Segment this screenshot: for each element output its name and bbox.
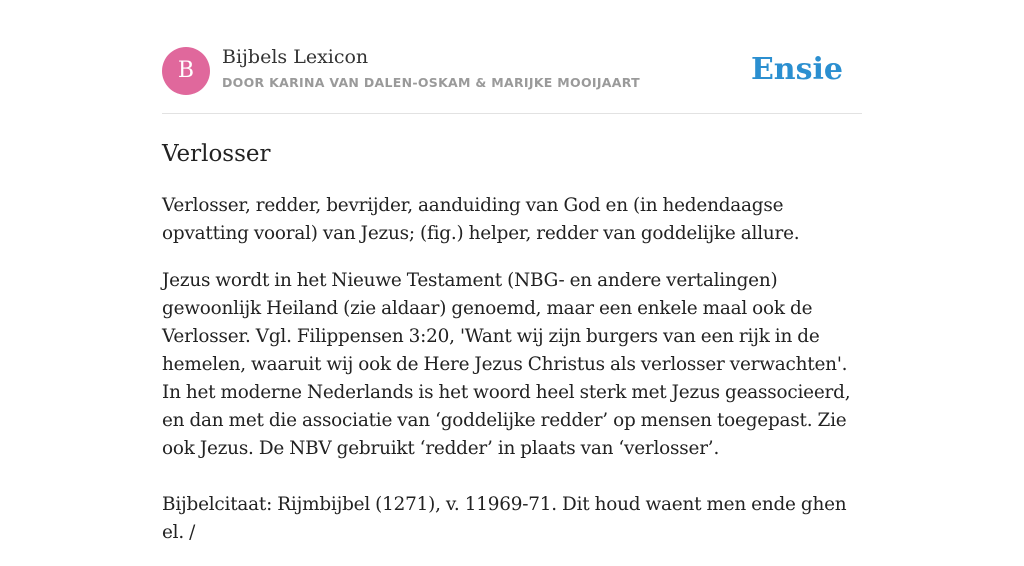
entry-paragraph-citation: Bijbelcitaat: Rijmbijbel (1271), v. 11969-71. Dit houd waent men ende ghen el. / [162,494,847,543]
entry-paragraph-explanation: Jezus wordt in het Nieuwe Testament (NBG- en andere vertalingen) gewoonlijk Heiland (zie aldaar) genoemd, maar een enkele maal ook de Verlosser. Vgl. Filippensen 3:20, 'Want wij zijn burgers van een rijk in de hemelen, waaruit wij ook de Here Jezus Christus als verlosser verwachten'. In het moderne Nederlands is het woord heel sterk met Jezus geassocieerd, en dan met die associatie van ‘goddelijke redder’ op mensen toegepast. Zie ook Jezus. De NBV gebruikt ‘redder’ in plaats van ‘verlosser’. [162,270,851,459]
lexicon-avatar[interactable]: B [162,47,210,95]
lexicon-authors: DOOR KARINA VAN DALEN-OSKAM & MARIJKE MOOIJAART [222,75,640,90]
lexicon-title[interactable]: Bijbels Lexicon [222,46,369,68]
lexicon-header [162,0,862,114]
entry-paragraph-definition: Verlosser, redder, bevrijder, aanduiding van God en (in hedendaagse opvatting vooral) van Jezus; (fig.) helper, redder van goddelijke allure. [162,195,800,244]
ensie-logo-link[interactable]: Ensie [750,52,843,87]
content-container [162,0,862,566]
entry-title: Verlosser [162,141,271,167]
entry-body [162,192,862,547]
